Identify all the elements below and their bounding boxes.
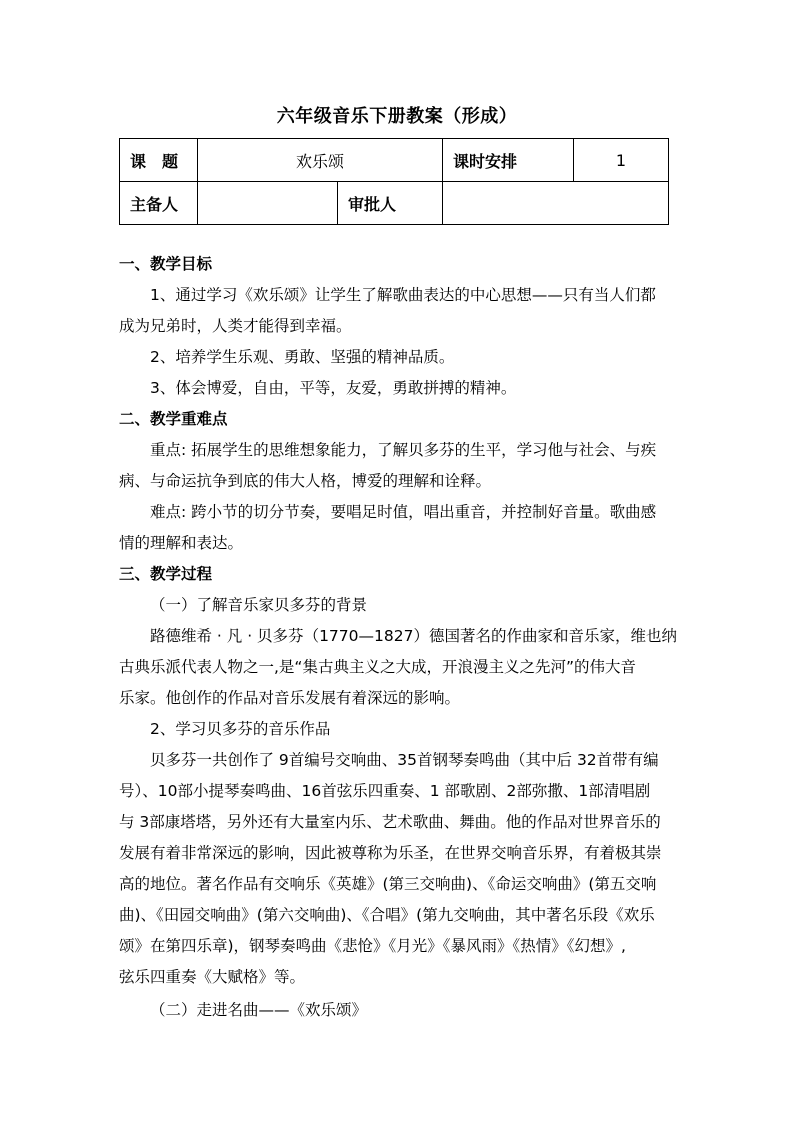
paragraph-line: 2、培养学生乐观、勇敢、坚强的精神品质。 [150,348,455,366]
paragraph-line: 弦乐四重奏《大赋格》等。 [119,968,306,986]
paragraph-line: 曲)、《田园交响曲》(第六交响曲)、《合唱》(第九交响曲，其中著名乐段《欢乐 [119,906,655,924]
schedule-label: 课时安排 [443,139,574,182]
paragraph-line: 乐家。他创作的作品对音乐发展有着深远的影响。 [119,689,461,707]
approver-value [443,182,669,225]
section-heading-key-points: 二、教学重难点 [119,410,228,428]
paragraph-line: 与 3部康塔塔，另外还有大量室内乐、艺术歌曲、舞曲。他的作品对世界音乐的 [119,813,661,831]
paragraph-line: 重点: 拓展学生的思维想象能力，了解贝多芬的生平，学习他与社会、与疾 [150,441,657,459]
subsection-heading: （二）走进名曲——《欢乐颂》 [150,1001,368,1019]
schedule-value: 1 [574,139,669,182]
subsection-heading: 2、学习贝多芬的音乐作品 [150,720,331,738]
paragraph-line: 古典乐派代表人物之一,是“集古典主义之大成，开浪漫主义之先河”的伟大音 [119,658,636,676]
course-value: 欢乐颂 [198,139,443,182]
paragraph-line: 路德维希 · 凡 · 贝多芬（1770—1827）德国著名的作曲家和音乐家，维也纳 [150,627,677,645]
paragraph-line: 成为兄弟时，人类才能得到幸福。 [119,317,352,335]
paragraph-line: 颂》在第四乐章)，钢琴奏鸣曲《悲怆》《月光》《暴风雨》《热情》《幻想》, [119,937,626,955]
paragraph-line: 高的地位。著名作品有交响乐《英雄》(第三交响曲)、《命运交响曲》(第五交响 [119,875,657,893]
paragraph-line: 难点: 跨小节的切分节奏，要唱足时值，唱出重音，并控制好音量。歌曲感 [150,503,657,521]
approver-label: 审批人 [338,182,443,225]
document-title: 六年级音乐下册教案（形成） [276,106,518,127]
table-row [120,139,669,182]
course-label: 课 题 [120,139,198,182]
preparer-label: 主备人 [120,182,198,225]
section-heading-objectives: 一、教学目标 [119,255,213,273]
paragraph-line: 3、体会博爱，自由，平等，友爱，勇敢拼搏的精神。 [150,379,517,397]
subsection-heading: （一）了解音乐家贝多芬的背景 [150,596,368,614]
paragraph-line: 1、通过学习《欢乐颂》让学生了解歌曲表达的中心思想——只有当人们都 [150,286,656,304]
paragraph-line: 情的理解和表达。 [119,534,244,552]
paragraph-line: 发展有着非常深远的影响，因此被尊称为乐圣，在世界交响音乐界，有着极其崇 [119,844,662,862]
preparer-value [198,182,338,225]
section-heading-process: 三、教学过程 [119,565,213,583]
paragraph-line: 贝多芬一共创作了 9首编号交响曲、35首钢琴奏鸣曲（其中后 32首带有编 [150,751,659,769]
table-row [120,182,669,225]
lesson-info-table [119,138,669,225]
paragraph-line: 号）、10部小提琴奏鸣曲、16首弦乐四重奏、1 部歌剧、2部弥撒、1部清唱剧 [119,782,651,800]
paragraph-line: 病、与命运抗争到底的伟大人格，博爱的理解和诠释。 [119,472,492,490]
